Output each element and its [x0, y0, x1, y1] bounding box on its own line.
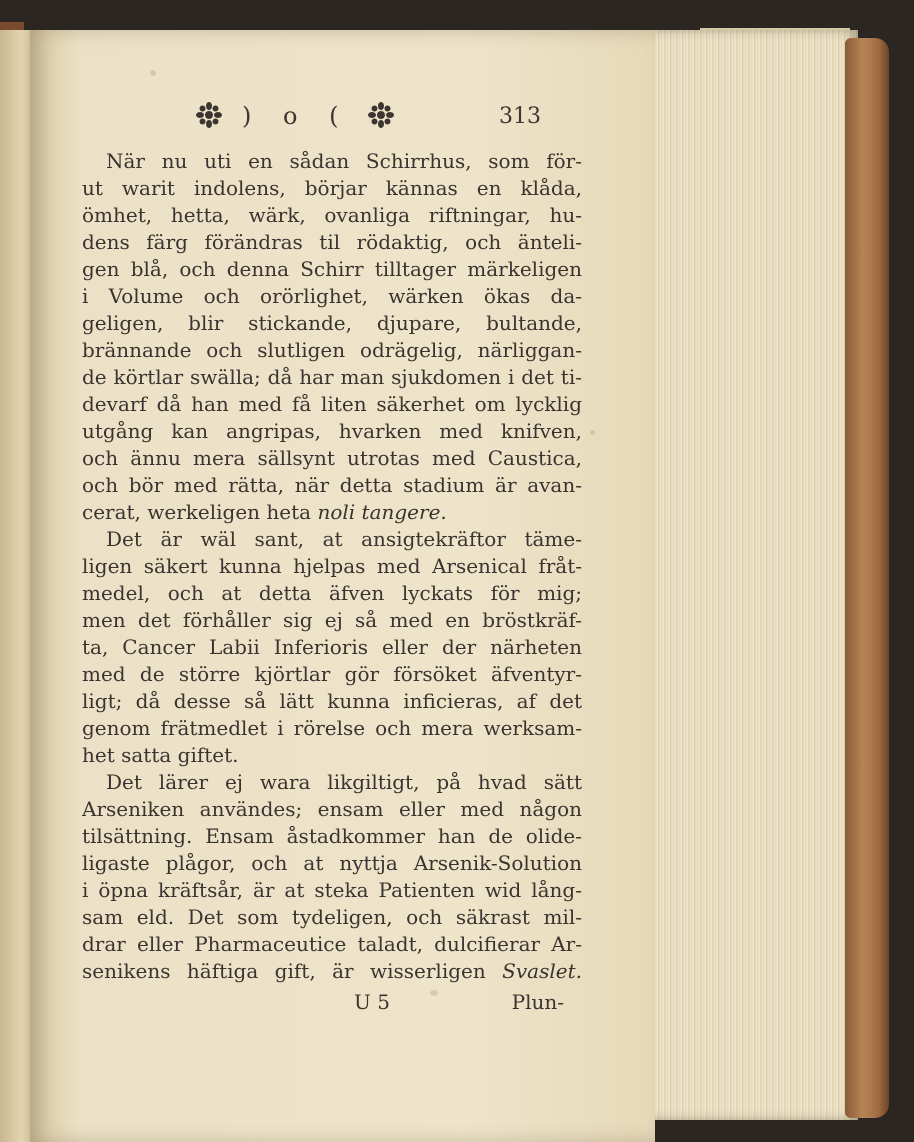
text-line: med de större kjörtlar gör försöket äfventyr-	[82, 662, 582, 686]
text-line: de körtlar swälla; då har man sjukdomen i det ti-	[82, 365, 582, 389]
text-line: och ännu mera sällsynt utrotas med Caustica,	[82, 446, 582, 470]
text-line: i Volume och orörlighet, wärken ökas da-	[82, 284, 582, 308]
text-line: och bör med rätta, när detta stadium är avan-	[82, 473, 582, 497]
text-line	[82, 958, 582, 985]
latin-phrase: Svaslet.	[502, 959, 582, 983]
header-center-mark: ) o (	[242, 102, 351, 130]
flower-ornament-icon	[196, 102, 222, 128]
text-line: drar eller Pharmaceutice taladt, dulcifierar Ar-	[82, 932, 582, 956]
text-line: ta, Cancer Labii Inferioris eller der närheten	[82, 635, 582, 659]
text-line: devarf då han med få liten säkerhet om lycklig	[82, 392, 582, 416]
page-number: 313	[499, 104, 541, 129]
text-line: brännande och slutligen odrägelig, närliggan-	[82, 338, 582, 362]
latin-phrase: noli tangere.	[317, 500, 447, 524]
text-line-start: senikens häftiga gift, är wisserligen	[82, 959, 486, 983]
page-block-edges	[648, 30, 858, 1120]
text-line: sam eld. Det som tydeligen, och säkrast mil-	[82, 905, 582, 929]
text-line: Det lärer ej wara likgiltigt, på hvad sätt	[106, 770, 582, 794]
text-line: Det är wäl sant, at ansigtekräftor täme-	[106, 527, 582, 551]
text-line: men det förhåller sig ej så med en bröstkräf-	[82, 608, 582, 632]
text-line: genom frätmedlet i rörelse och mera werksam-	[82, 716, 582, 740]
text-line: tilsättning. Ensam åstadkommer han de olide-	[82, 824, 582, 848]
text-line: geligen, blir stickande, djupare, bultande,	[82, 311, 582, 335]
flower-ornament-icon	[368, 102, 394, 128]
text-line: het satta giftet.	[82, 743, 239, 767]
text-line-start: cerat, werkeligen heta	[82, 500, 312, 524]
book-cover	[845, 38, 889, 1118]
text-line: dens färg förändras til rödaktig, och änteli-	[82, 230, 582, 254]
text-line: gen blå, och denna Schirr tilltager märkeligen	[82, 257, 582, 281]
text-line: ligen säkert kunna hjelpas med Arsenical fråt-	[82, 554, 582, 578]
text-line: ligt; då desse så lätt kunna inficieras, af det	[82, 689, 582, 713]
running-header	[196, 100, 541, 134]
text-line: ligaste plågor, och at nyttja Arsenik-Solution	[82, 851, 582, 875]
text-line: utgång kan angripas, hvarken med knifven,	[82, 419, 582, 443]
text-line: ut warit indolens, börjar kännas en klåda,	[82, 176, 582, 200]
catchword: Plun-	[511, 990, 564, 1014]
text-line: När nu uti en sådan Schirrhus, som för-	[106, 149, 582, 173]
text-line	[82, 499, 582, 526]
body-text	[82, 148, 582, 985]
text-line: i öpna kräftsår, är at steka Patienten wid lång-	[82, 878, 582, 902]
signature-mark: U 5	[354, 990, 390, 1014]
text-line: ömhet, hetta, wärk, ovanliga riftningar, hu-	[82, 203, 582, 227]
text-line: Arseniken användes; ensam eller med någon	[82, 797, 582, 821]
text-line: medel, och at detta äfven lyckats för mig;	[82, 581, 582, 605]
